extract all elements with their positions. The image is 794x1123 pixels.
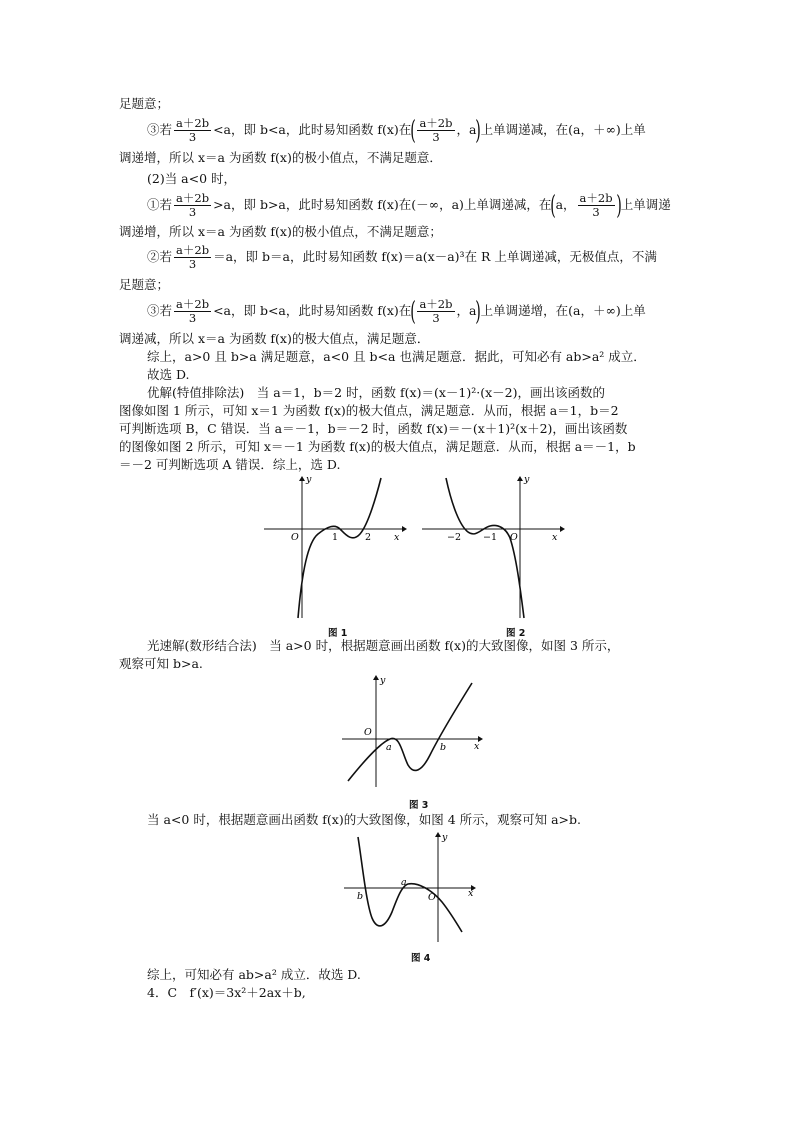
text-span: <a，即 b<a，此时易知函数 f(x)在: [213, 122, 412, 137]
origin-label: O: [428, 892, 436, 903]
text-line: 调递增，所以 x＝a 为函数 f(x)的极小值点，不满足题意；: [119, 224, 442, 239]
x-label: x: [394, 532, 400, 543]
text-span: 上单调递增，在(a，＋∞)上单: [480, 303, 646, 318]
figure-1: [262, 476, 407, 621]
text-line: ＝－2 可判断选项 A 错误．综上，选 D.: [119, 457, 341, 472]
fraction-numerator: a＋2b: [176, 116, 210, 130]
tick-label: −1: [483, 532, 498, 543]
curve: [446, 478, 524, 618]
right-paren: ): [615, 190, 622, 221]
text-span: a，: [555, 197, 576, 212]
x-label: x: [552, 532, 558, 543]
tick-label: a: [401, 877, 407, 888]
text-line: 综上，可知必有 ab>a² 成立．故选 D.: [147, 967, 361, 982]
left-paren: (: [550, 190, 557, 221]
fraction-denominator: 3: [188, 311, 197, 325]
tick-label: b: [357, 891, 364, 902]
text-span: >a，即 b>a，此时易知函数 f(x)在(－∞，a)上单调递减，在: [213, 197, 552, 212]
y-axis-arrow: [517, 476, 523, 481]
fraction: [174, 298, 211, 325]
tick-label: 1: [332, 532, 339, 543]
fraction-numerator: a＋2b: [419, 297, 453, 311]
fraction-denominator: 3: [592, 205, 600, 219]
figure-caption: 图 1: [328, 628, 348, 639]
text-line: (2)当 a<0 时，: [147, 171, 237, 186]
tick-label: 2: [365, 532, 372, 543]
text-line: 足题意；: [119, 96, 170, 111]
text-span: a: [469, 303, 477, 318]
x-axis-arrow: [560, 526, 565, 532]
fraction-numerator: a＋2b: [176, 297, 210, 311]
text-line: 的图像如图 2 所示，可知 x＝－1 为函数 f(x)的极大值点，满足题意．从而，根据 a＝－1，b: [119, 439, 636, 454]
fraction-denominator: 3: [432, 311, 440, 325]
fraction: [174, 192, 211, 219]
fraction: [417, 298, 454, 325]
text-line: 综上，a>0 且 b>a 满足题意，a<0 且 b<a 也满足题意．据此，可知必有 ab>a² 成立．: [147, 349, 646, 364]
text-span: a: [469, 122, 477, 137]
text-span: ①若: [147, 197, 173, 212]
text-line: 观察可知 b>a.: [119, 656, 203, 671]
x-axis-arrow: [402, 526, 407, 532]
text-span: ③若: [147, 303, 173, 318]
x-label: x: [474, 741, 480, 752]
text-line: 当 a<0 时，根据题意画出函数 f(x)的大致图像，如图 4 所示，观察可知 a>b.: [147, 812, 582, 827]
left-paren: (: [410, 296, 417, 327]
left-paren: (: [410, 115, 417, 146]
tick-label: −2: [447, 532, 462, 543]
figure-2: [420, 476, 565, 621]
figure-caption: 图 3: [409, 800, 429, 811]
text-line: 足题意；: [119, 277, 170, 292]
text-line: 光速解(数形结合法) 当 a>0 时，根据题意画出函数 f(x)的大致图像，如图 3 所示，: [147, 638, 620, 653]
text-span: ②若: [147, 249, 173, 264]
y-label: y: [380, 675, 386, 686]
y-label: y: [442, 832, 448, 843]
figure-4: [338, 832, 483, 947]
curve: [358, 837, 462, 932]
text-line: 优解(特值排除法) 当 a＝1，b＝2 时，函数 f(x)＝(x－1)²·(x－2)，画出该函数的: [147, 385, 605, 400]
y-axis-arrow: [373, 675, 379, 680]
text-span: 上单调递减，在(a，＋∞)上单: [480, 122, 646, 137]
fraction-denominator: 3: [188, 205, 197, 219]
x-label: x: [468, 888, 474, 899]
fraction-numerator: a＋2b: [176, 243, 210, 257]
y-label: y: [524, 474, 530, 485]
figure-caption: 图 2: [506, 628, 526, 639]
case-1-line: [147, 192, 671, 219]
text-span: ③若: [147, 122, 173, 137]
fraction-denominator: 3: [188, 257, 197, 271]
figure-caption: 图 4: [411, 953, 431, 964]
text-line: 4．C f′(x)＝3x²＋2ax＋b,: [147, 985, 306, 1000]
y-axis-arrow: [299, 476, 305, 481]
text-span: 上单调递: [620, 197, 671, 212]
right-paren: ): [475, 296, 482, 327]
fraction-numerator: a＋2b: [579, 191, 613, 205]
case-3b-line: ③若 $\frac{a+2b}{3}$ <a，即 b<a，此时易知函数 f(x)在( $\frac{a+2b}{3}$ ，a)上单调递增，在(a，＋∞)上单: [147, 296, 646, 327]
text-line: 可判断选项 B，C 错误．当 a＝－1，b＝－2 时，函数 f(x)＝－(x＋1)²(x＋2)，画出该函数: [119, 421, 628, 436]
origin-label: O: [510, 532, 518, 543]
text-span: ＝a，即 b＝a，此时易知函数 f(x)＝a(x－a)³在 R 上单调递减，无极值点，不满: [213, 249, 657, 264]
fraction-denominator: 3: [188, 130, 197, 144]
fraction-numerator: a＋2b: [419, 116, 453, 130]
origin-label: O: [364, 727, 372, 738]
right-paren: ): [475, 115, 482, 146]
fraction-denominator: 3: [432, 130, 440, 144]
tick-label: b: [440, 742, 447, 753]
case-3-line: ③若 $\frac{a+2b}{3}$ <a，即 b<a，此时易知函数 f(x)在( $\frac{a+2b}{3}$ ，a)上单调递减，在(a，＋∞)上单: [147, 115, 646, 146]
fraction: [174, 117, 211, 144]
y-axis-arrow: [435, 832, 441, 837]
fraction-numerator: a＋2b: [176, 191, 210, 205]
y-label: y: [306, 474, 312, 485]
text-line: 调递减，所以 x＝a 为函数 f(x)的极大值点，满足题意．: [119, 331, 430, 346]
text-line: 调递增，所以 x＝a 为函数 f(x)的极小值点，不满足题意．: [119, 150, 442, 165]
tick-label: a: [386, 742, 392, 753]
case-2-line: [147, 244, 657, 271]
figure-3: [340, 675, 485, 790]
text-line: 图像如图 1 所示，可知 x＝1 为函数 f(x)的极大值点，满足题意．从而，根据 a＝1，b＝2: [119, 403, 619, 418]
curve: [298, 478, 381, 618]
origin-label: O: [291, 532, 299, 543]
fraction: [174, 244, 211, 271]
fraction: [417, 117, 454, 144]
text-line: 故选 D.: [147, 367, 190, 382]
fraction: [578, 192, 615, 219]
text-span: <a，即 b<a，此时易知函数 f(x)在: [213, 303, 412, 318]
